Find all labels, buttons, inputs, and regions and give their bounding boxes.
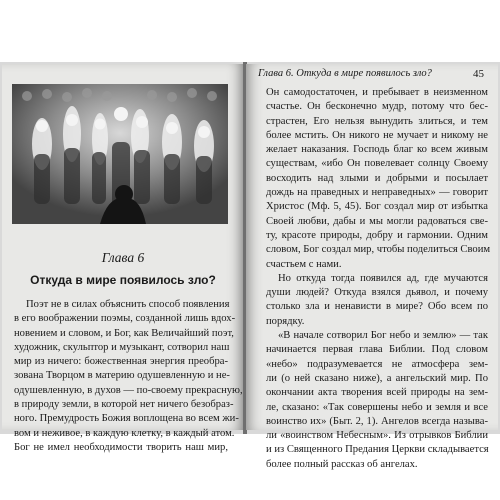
left-page-body	[14, 298, 243, 455]
text-line: ли (о ней сказано ниже), а ангельский мир. По	[266, 372, 488, 384]
text-line: ного. Премудрость Божия воплощена во всем жи-	[14, 413, 239, 425]
text-line: воинство их» (Быт. 2, 1). Ангелов всегда называ-	[266, 415, 488, 427]
text-line: в его воображении поэмы, созданной лишь вдох-	[14, 313, 236, 325]
text-line: словом, Бог создал мир, чтобы поделиться Своим	[266, 244, 491, 256]
page-number: 45	[473, 68, 484, 80]
text-line: зована Творцом в материю одушевленную и не-	[14, 370, 230, 382]
text-line: Бог не имел необходимости творить наш мир,	[14, 441, 228, 453]
right-page	[246, 64, 498, 470]
text-line: окончании акта творения всей природы на зем-	[266, 387, 488, 399]
text-line: желает наказания. Господь благ ко всем живым	[266, 144, 488, 156]
angels-illustration	[12, 84, 228, 224]
text-line: мир из ничего: божественная энергия преобра-	[14, 356, 228, 368]
text-line: Христос (Мф. 5, 45). Бог создал мир от избытка	[266, 201, 488, 213]
text-line: счастье. Он бесконечно мудр, потому что бес-	[266, 101, 488, 113]
text-line: «В начале сотворил Бог небо и землю» — так	[278, 330, 488, 342]
text-line: ле, сказано: «Так совершены небо и земля и все	[266, 401, 488, 413]
text-line: страстен, Его нельзя вынудить злиться, и тем	[266, 115, 488, 127]
text-line: ту, красоте природы, добру и гармонии. Одним	[266, 229, 488, 241]
running-header: Глава 6. Откуда в мире появилось зло?	[258, 68, 432, 79]
text-line: ли «воинством Небесным». Из отрывков Библии	[266, 430, 488, 442]
text-line: существам, «ибо Он повелевает солнцу Своему	[266, 158, 488, 170]
text-line: новением и словом, и Бог, как Величайший поэт,	[14, 327, 234, 339]
text-line: души людей? Откуда взялся дьявол, и почему	[266, 287, 488, 299]
open-book	[0, 62, 500, 470]
text-line: восходить над злыми и добрыми и посылает	[266, 172, 488, 184]
text-line: вом и неживое, в каждую клетку, в каждый атом.	[14, 427, 235, 439]
text-line: столько зла и ненависти в мире? Обо всем по	[266, 301, 488, 313]
text-line: начинается первая глава Библии. Под словом	[266, 344, 488, 356]
text-line: счастьем с нами.	[266, 258, 342, 270]
text-line: Он самодостаточен, и пребывает в неизменном	[266, 87, 488, 98]
text-line: и из Священного Предания Церкви складывается	[266, 444, 489, 456]
left-page	[2, 64, 244, 453]
text-line: Но откуда тогда появился ад, где мучаются	[278, 272, 488, 284]
text-line: Своей любви, дабы и мы могли радоваться све-	[266, 215, 488, 227]
chapter-title: Откуда в мире появилось зло?	[30, 273, 216, 287]
text-line: в природу земли, в которой нет ничего безобраз-	[14, 399, 234, 411]
text-line: одушевленную, в духов — по-своему прекрасную,	[14, 384, 243, 396]
text-line: дождь на праведных и неправедных» — говорит	[266, 187, 488, 199]
text-line: художник, скульптор и музыкант, сотворил наш	[14, 341, 230, 353]
text-line: «небо» подразумевается не атмосфера зем-	[266, 358, 488, 370]
right-page-body	[266, 86, 491, 472]
text-line: более полный рассказ об ангелах.	[266, 458, 418, 470]
text-line: порядку.	[266, 315, 305, 327]
text-line: Поэт не в силах объяснить способ появления	[26, 299, 230, 310]
text-line: более мстить. Он никого не мучает и никому не	[266, 129, 488, 141]
chapter-label: Глава 6	[101, 250, 145, 265]
